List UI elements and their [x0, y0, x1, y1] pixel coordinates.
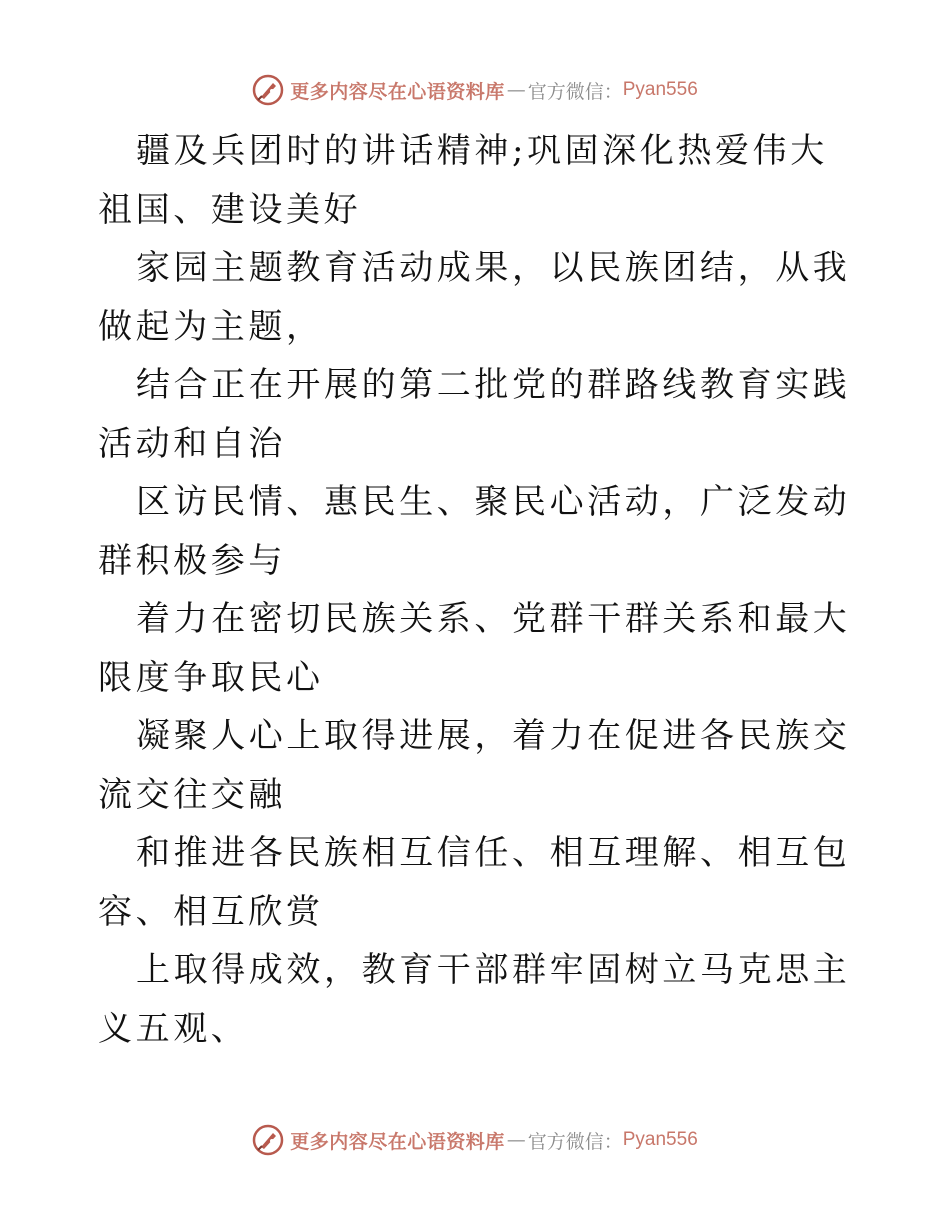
- footer-banner: [0, 1120, 950, 1160]
- paragraph-6: 凝聚人心上取得进展，着力在促进各民族交流交往交融: [98, 716, 851, 815]
- paragraph-4: 区访民情、惠民生、聚民心活动，广泛发动群积极参与: [98, 482, 851, 581]
- footer-wechat-id: Pyan556: [622, 1129, 698, 1150]
- paragraph-1: 疆及兵团时的讲话精神;巩固深化热爱伟大祖国、建设美好: [98, 131, 828, 230]
- quill-pen-logo-icon: [252, 74, 284, 106]
- header-site-name: 更多内容尽在心语资料库: [290, 80, 505, 103]
- header-dash: —: [506, 79, 526, 101]
- footer-dash: —: [506, 1129, 526, 1151]
- paragraph-2: 家园主题教育活动成果，以民族团结，从我做起为主题，: [98, 248, 851, 347]
- header-wechat-id: Pyan556: [622, 79, 698, 100]
- footer-site-name: 更多内容尽在心语资料库: [290, 1130, 505, 1153]
- header-banner: [0, 70, 950, 110]
- paragraph-3: 结合正在开展的第二批党的群路线教育实践活动和自治: [98, 365, 851, 464]
- document-body: [98, 122, 858, 1058]
- footer-wechat-label: 官方微信：: [527, 1130, 623, 1153]
- header-wechat-label: 官方微信：: [527, 80, 623, 103]
- quill-pen-logo-icon: [252, 1124, 284, 1156]
- paragraph-7: 和推进各民族相互信任、相互理解、相互包容、相互欣赏: [98, 833, 851, 932]
- paragraph-8: 上取得成效，教育干部群牢固树立马克思主义五观、: [98, 950, 851, 1049]
- paragraph-5: 着力在密切民族关系、党群干群关系和最大限度争取民心: [98, 599, 851, 698]
